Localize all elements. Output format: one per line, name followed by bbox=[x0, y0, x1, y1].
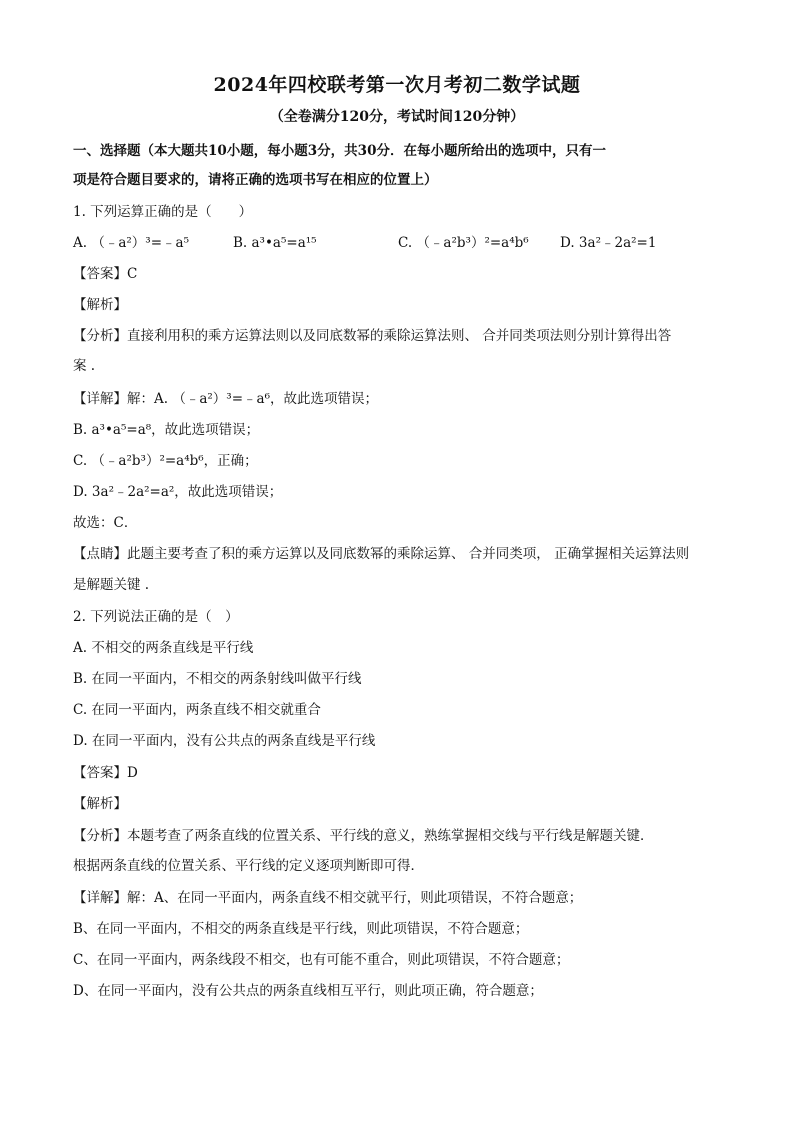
q2-stem: 2. 下列说法正确的是（ ） bbox=[73, 609, 239, 625]
q1-stem: 1. 下列运算正确的是（ ） bbox=[73, 204, 253, 220]
q1-detail-line4: D. 3a²﹣2a²=a²，故此选项错误； bbox=[73, 484, 283, 500]
q2-option-d: D. 在同一平面内，没有公共点的两条直线是平行线 bbox=[73, 733, 376, 749]
q1-option-a: A. （﹣a²）³=﹣a⁵ bbox=[73, 235, 189, 251]
q2-answer: 【答案】D bbox=[73, 765, 138, 781]
section-heading-line1: 一、选择题（本大题共10小题，每小题3分，共30分．在每小题所给出的选项中，只有一 bbox=[73, 143, 606, 159]
q1-option-c: C. （﹣a²b³）²=a⁴b⁶ bbox=[398, 235, 529, 251]
q1-option-b: B. a³•a⁵=a¹⁵ bbox=[233, 235, 317, 251]
q1-analysis-line1: 【分析】直接利用积的乘方运算法则以及同底数幂的乘除运算法则、 合并同类项法则分别计算得出答 bbox=[73, 328, 672, 344]
q2-option-c: C. 在同一平面内，两条直线不相交就重合 bbox=[73, 702, 321, 718]
q1-conclusion: 故选：C． bbox=[73, 515, 138, 531]
q2-option-a: A. 不相交的两条直线是平行线 bbox=[73, 640, 254, 656]
page-title: 2024年四校联考第一次月考初二数学试题 bbox=[213, 74, 581, 96]
q2-detail-line1: 【详解】解：A、在同一平面内，两条直线不相交就平行，则此项错误，不符合题意； bbox=[73, 890, 583, 906]
page-subtitle: （全卷满分120分，考试时间120分钟） bbox=[269, 109, 525, 125]
q1-option-d: D. 3a²﹣2a²=1 bbox=[560, 235, 657, 251]
q1-comment-line2: 是解题关键 . bbox=[73, 577, 150, 593]
q1-detail-line2: B. a³•a⁵=a⁸，故此选项错误； bbox=[73, 422, 260, 438]
q2-detail-line3: C、在同一平面内，两条线段不相交，也有可能不重合，则此项错误，不符合题意； bbox=[73, 952, 570, 968]
q2-jiexi: 【解析】 bbox=[73, 796, 127, 812]
q2-detail-line2: B、在同一平面内，不相交的两条直线是平行线，则此项错误，不符合题意； bbox=[73, 921, 529, 937]
q1-options-row bbox=[73, 233, 734, 253]
q2-detail-line4: D、在同一平面内，没有公共点的两条直线相互平行，则此项正确，符合题意； bbox=[73, 983, 543, 999]
q2-option-b: B. 在同一平面内，不相交的两条射线叫做平行线 bbox=[73, 671, 362, 687]
q1-detail-line3: C. （﹣a²b³）²=a⁴b⁶，正确； bbox=[73, 453, 258, 469]
q1-analysis-line2: 案 . bbox=[73, 358, 96, 374]
section-heading-line2: 项是符合题目要求的，请将正确的选项书写在相应的位置上） bbox=[73, 172, 438, 188]
q2-analysis-line2: 根据两条直线的位置关系、平行线的定义逐项判断即可得． bbox=[73, 858, 424, 874]
q2-analysis-line1: 【分析】本题考查了两条直线的位置关系、平行线的意义，熟练掌握相交线与平行线是解题关键． bbox=[73, 828, 654, 844]
q1-jiexi: 【解析】 bbox=[73, 297, 127, 313]
q1-answer: 【答案】C bbox=[73, 266, 138, 282]
q1-comment-line1: 【点睛】此题主要考查了积的乘方运算以及同底数幂的乘除运算、 合并同类项， 正确掌握相关运算法则 bbox=[73, 546, 690, 562]
q1-detail-line1: 【详解】解：A. （﹣a²）³=﹣a⁶，故此选项错误； bbox=[73, 391, 378, 407]
